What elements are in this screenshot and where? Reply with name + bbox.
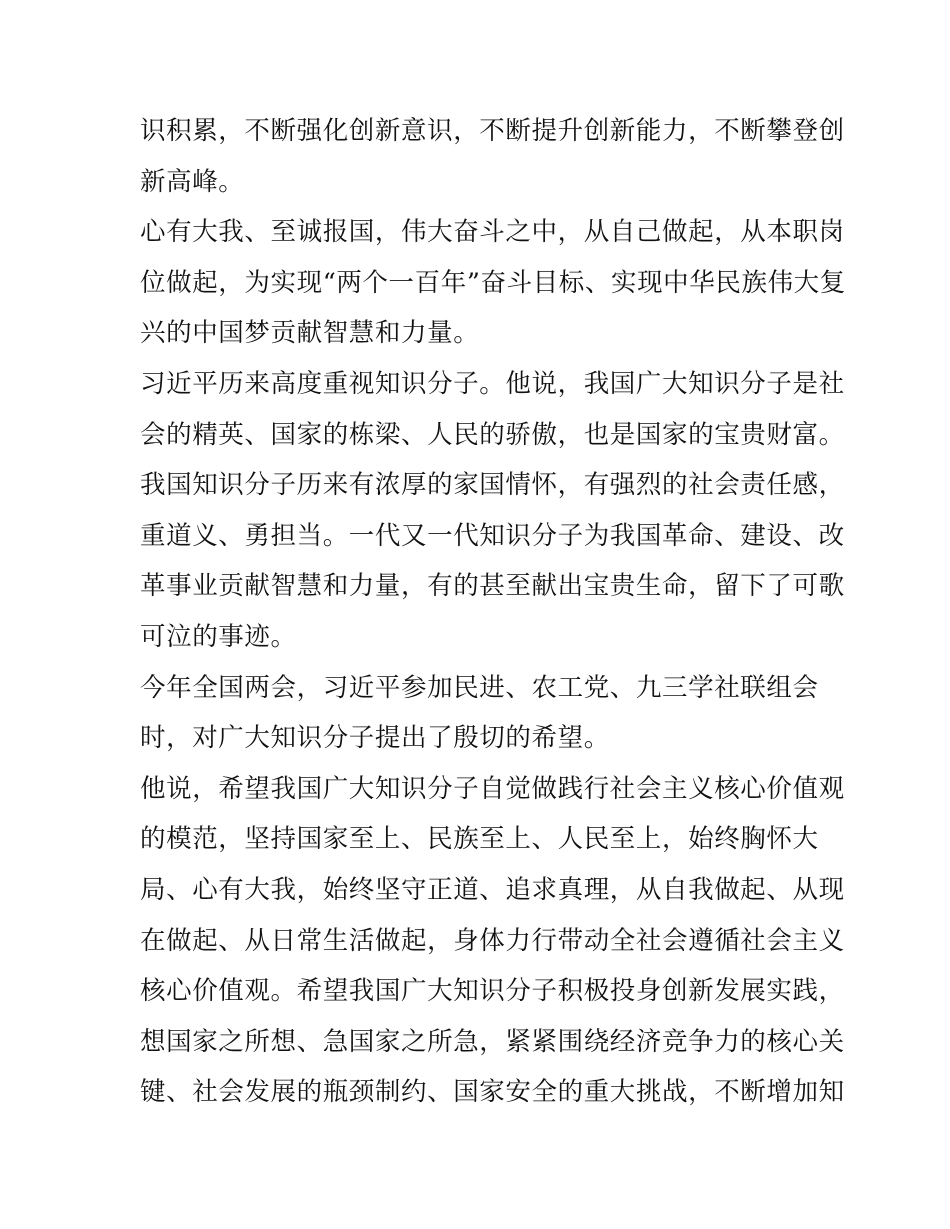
text-line: 核心价值观。希望我国广大知识分子积极投身创新发展实践， — [140, 976, 845, 1007]
text-line: 习近平历来高度重视知识分子。他说，我国广大知识分子是社 — [140, 368, 845, 399]
text-line: 位做起，为实现“两个一百年”奋斗目标、实现中华民族伟大复 — [140, 267, 846, 298]
text-line: 他说，希望我国广大知识分子自觉做践行社会主义核心价值观 — [140, 773, 845, 804]
paragraph-5 — [140, 764, 845, 1118]
text-line: 时，对广大知识分子提出了殷切的希望。 — [140, 723, 610, 754]
text-line: 重道义、勇担当。一代又一代知识分子为我国革命、建设、改 — [140, 520, 845, 551]
text-line: 在做起、从日常生活做起，身体力行带动全社会遵循社会主义 — [140, 925, 845, 956]
text-line: 心有大我、至诚报国，伟大奋斗之中，从自己做起，从本职岗 — [140, 217, 845, 248]
paragraph-1 — [140, 106, 845, 207]
text-line: 想国家之所想、急国家之所急，紧紧围绕经济竞争力的核心关 — [140, 1026, 845, 1057]
paragraph-4 — [140, 663, 820, 764]
text-line: 识积累，不断强化创新意识，不断提升创新能力，不断攀登创 — [140, 116, 845, 146]
text-line: 可泣的事迹。 — [140, 621, 297, 652]
text-line: 新高峰。 — [140, 166, 245, 197]
text-line: 革事业贡献智慧和力量，有的甚至献出宝贵生命，留下了可歌 — [140, 571, 845, 602]
text-line: 局、心有大我，始终坚守正道、追求真理，从自我做起、从现 — [140, 874, 845, 905]
text-line: 我国知识分子历来有浓厚的家国情怀，有强烈的社会责任感， — [140, 470, 845, 501]
paragraph-3 — [140, 359, 845, 663]
document-body — [140, 106, 846, 1118]
text-line: 键、社会发展的瓶颈制约、国家安全的重大挑战，不断增加知 — [140, 1077, 845, 1108]
text-line: 今年全国两会，习近平参加民进、农工党、九三学社联组会 — [140, 672, 819, 703]
paragraph-2 — [140, 207, 846, 359]
text-line: 会的精英、国家的栋梁、人民的骄傲，也是国家的宝贵财富。 — [140, 419, 845, 450]
text-line: 的模范，坚持国家至上、民族至上、人民至上，始终胸怀大 — [140, 824, 819, 855]
text-line: 兴的中国梦贡献智慧和力量。 — [140, 318, 480, 349]
